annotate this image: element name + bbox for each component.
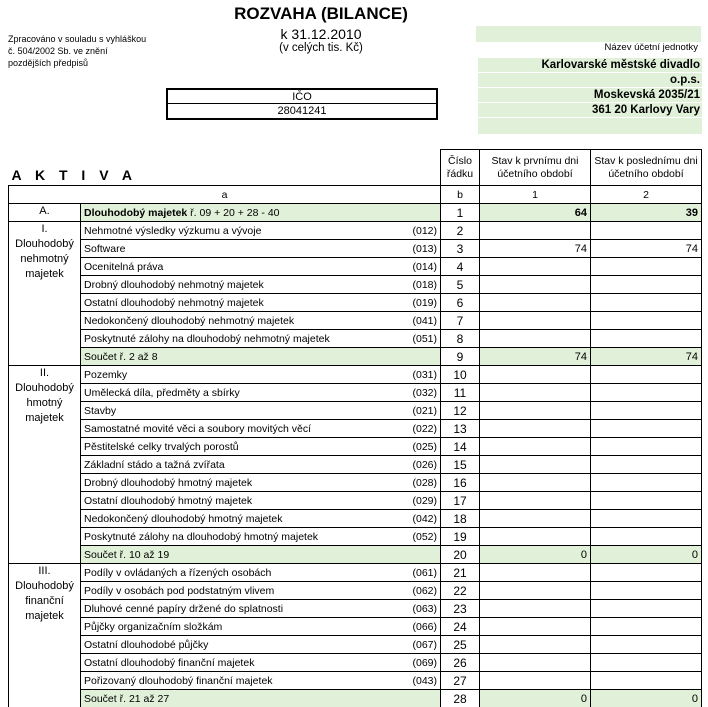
account-code: (052)	[412, 530, 437, 543]
row-line-number: 11	[441, 384, 480, 402]
value-first-day	[480, 294, 591, 312]
row-label-cell	[81, 456, 441, 474]
value-first-day	[480, 222, 591, 240]
row-label-cell	[81, 204, 441, 222]
section-II	[9, 366, 81, 564]
row-label-cell	[81, 402, 441, 420]
value-first-day	[480, 600, 591, 618]
legal-note-line: č. 504/2002 Sb. ve znění	[8, 46, 108, 56]
balance-date: k 31.12.2010	[166, 26, 476, 42]
account-code: (069)	[412, 656, 437, 669]
row-line-number: 4	[441, 258, 480, 276]
value-first-day	[480, 456, 591, 474]
account-code: (063)	[412, 602, 437, 615]
value-last-day	[591, 222, 702, 240]
table-row	[9, 294, 702, 312]
table-row	[9, 204, 702, 222]
table-row	[9, 456, 702, 474]
value-first-day	[480, 474, 591, 492]
value-last-day	[591, 582, 702, 600]
row-label-cell	[81, 276, 441, 294]
table-row	[9, 564, 702, 582]
table-row	[9, 384, 702, 402]
value-last-day	[591, 294, 702, 312]
value-last-day	[591, 438, 702, 456]
value-last-day	[591, 564, 702, 582]
row-label: Součet ř. 2 až 8	[84, 350, 158, 363]
value-last-day	[591, 492, 702, 510]
row-label: Drobný dlouhodobý hmotný majetek	[84, 476, 253, 489]
row-label-cell	[81, 222, 441, 240]
value-last-day	[591, 258, 702, 276]
value-first-day	[480, 582, 591, 600]
row-label: Poskytnuté zálohy na dlouhodobý hmotný majetek	[84, 530, 319, 543]
row-label-cell	[81, 672, 441, 690]
table-row	[9, 672, 702, 690]
value-last-day	[591, 654, 702, 672]
value-last-day: 74	[591, 348, 702, 366]
row-line-number: 3	[441, 240, 480, 258]
table-row	[9, 474, 702, 492]
balance-table	[8, 149, 702, 707]
row-label: Ostatní dlouhodobé půjčky	[84, 638, 209, 651]
col-index-2: 2	[591, 186, 702, 204]
aktiva-heading: A K T I V A	[9, 150, 441, 186]
row-label: Součet ř. 10 až 19	[84, 548, 170, 561]
row-line-number: 6	[441, 294, 480, 312]
account-code: (051)	[412, 332, 437, 345]
value-first-day	[480, 564, 591, 582]
table-row	[9, 636, 702, 654]
value-first-day	[480, 384, 591, 402]
ico-box	[166, 88, 438, 120]
row-label: Stavby	[84, 404, 117, 417]
value-last-day	[591, 402, 702, 420]
table-index-row	[9, 186, 702, 204]
account-code: (029)	[412, 494, 437, 507]
value-last-day	[591, 618, 702, 636]
section-A	[9, 204, 81, 222]
account-code: (061)	[412, 566, 437, 579]
value-last-day	[591, 330, 702, 348]
row-label-cell	[81, 420, 441, 438]
row-line-number: 7	[441, 312, 480, 330]
row-label: Umělecká díla, předměty a sbírky	[84, 386, 240, 399]
row-label-cell	[81, 636, 441, 654]
col-header-line-number: Číslo řádku	[441, 150, 480, 186]
row-label: Součet ř. 21 až 27	[84, 692, 170, 705]
value-last-day	[591, 420, 702, 438]
row-label-cell	[81, 564, 441, 582]
value-last-day	[591, 384, 702, 402]
value-last-day	[591, 672, 702, 690]
row-label: Podíly v ovládaných a řízených osobách	[84, 566, 272, 579]
table-row	[9, 618, 702, 636]
account-code: (032)	[412, 386, 437, 399]
value-last-day: 0	[591, 546, 702, 564]
account-code: (014)	[412, 260, 437, 273]
row-label-cell	[81, 258, 441, 276]
row-label: Ocenitelná práva	[84, 260, 164, 273]
table-row	[9, 258, 702, 276]
value-first-day	[480, 510, 591, 528]
row-line-number: 5	[441, 276, 480, 294]
row-label: Podíly v osobách pod podstatným vlivem	[84, 584, 275, 597]
value-first-day: 74	[480, 240, 591, 258]
value-first-day: 0	[480, 690, 591, 707]
row-line-number: 28	[441, 690, 480, 707]
table-row	[9, 348, 702, 366]
row-label-cell	[81, 366, 441, 384]
org-name-block	[478, 58, 702, 134]
value-first-day	[480, 402, 591, 420]
value-last-day	[591, 312, 702, 330]
value-last-day: 74	[591, 240, 702, 258]
row-label-cell	[81, 546, 441, 564]
account-code: (031)	[412, 368, 437, 381]
account-code: (018)	[412, 278, 437, 291]
account-code: (028)	[412, 476, 437, 489]
row-label-cell	[81, 492, 441, 510]
row-label-cell	[81, 690, 441, 707]
section-I	[9, 222, 81, 366]
row-label-cell	[81, 330, 441, 348]
value-last-day	[591, 636, 702, 654]
value-first-day	[480, 528, 591, 546]
row-label: Drobný dlouhodobý nehmotný majetek	[84, 278, 264, 291]
row-line-number: 22	[441, 582, 480, 600]
row-line-number: 19	[441, 528, 480, 546]
table-row	[9, 546, 702, 564]
table-row	[9, 528, 702, 546]
account-code: (026)	[412, 458, 437, 471]
value-first-day	[480, 366, 591, 384]
org-line: o.p.s.	[478, 73, 702, 88]
table-row	[9, 240, 702, 258]
row-line-number: 16	[441, 474, 480, 492]
legal-note-line: pozdějších předpisů	[8, 58, 89, 68]
value-first-day	[480, 420, 591, 438]
row-label: Software	[84, 242, 126, 255]
table-row	[9, 276, 702, 294]
value-first-day	[480, 618, 591, 636]
row-line-number: 1	[441, 204, 480, 222]
row-line-number: 10	[441, 366, 480, 384]
legal-note-line: Zpracováno v souladu s vyhláškou	[8, 34, 147, 44]
row-label: Ostatní dlouhodobý finanční majetek	[84, 656, 255, 669]
value-first-day	[480, 636, 591, 654]
account-code: (042)	[412, 512, 437, 525]
table-row	[9, 222, 702, 240]
value-last-day	[591, 510, 702, 528]
row-label: Ostatní dlouhodobý hmotný majetek	[84, 494, 253, 507]
row-label-cell	[81, 474, 441, 492]
org-line: Karlovarské městské divadlo	[478, 58, 702, 73]
row-label-cell	[81, 582, 441, 600]
value-last-day	[591, 456, 702, 474]
value-first-day: 64	[480, 204, 591, 222]
row-line-number: 20	[441, 546, 480, 564]
account-code: (013)	[412, 242, 437, 255]
row-line-number: 21	[441, 564, 480, 582]
account-code: (022)	[412, 422, 437, 435]
row-label: Pořizovaný dlouhodobý finanční majetek	[84, 674, 273, 687]
value-last-day	[591, 366, 702, 384]
row-label: Samostatné movité věci a soubory movitých věcí	[84, 422, 312, 435]
row-line-number: 27	[441, 672, 480, 690]
value-last-day	[591, 474, 702, 492]
value-first-day	[480, 258, 591, 276]
section-number: III.	[38, 565, 51, 577]
value-last-day	[591, 276, 702, 294]
table-row	[9, 654, 702, 672]
table-row	[9, 492, 702, 510]
row-label-cell	[81, 240, 441, 258]
row-label-cell	[81, 510, 441, 528]
row-line-number: 12	[441, 402, 480, 420]
table-header-row	[9, 150, 702, 186]
ico-value: 28041241	[277, 105, 327, 117]
col-index-a: a	[9, 186, 441, 204]
section-name: Dlouhodobý nehmotný majetek	[15, 238, 74, 280]
row-label: Půjčky organizačním složkám	[84, 620, 223, 633]
row-line-number: 23	[441, 600, 480, 618]
value-first-day	[480, 654, 591, 672]
legal-note	[8, 33, 168, 69]
value-first-day: 74	[480, 348, 591, 366]
col-index-b: b	[441, 186, 480, 204]
col-header-last-day: Stav k poslednímu dni účetního období	[591, 150, 702, 186]
row-line-number: 2	[441, 222, 480, 240]
table-row	[9, 438, 702, 456]
account-code: (041)	[412, 314, 437, 327]
value-first-day	[480, 672, 591, 690]
value-last-day: 0	[591, 690, 702, 707]
row-label: Dluhové cenné papíry držené do splatnosti	[84, 602, 284, 615]
section-number: A.	[39, 205, 50, 217]
row-label-cell	[81, 528, 441, 546]
row-label: Nehmotné výsledky výzkumu a vývoje	[84, 224, 262, 237]
row-label-cell	[81, 384, 441, 402]
table-row	[9, 312, 702, 330]
col-index-1: 1	[480, 186, 591, 204]
value-last-day: 39	[591, 204, 702, 222]
row-line-number: 8	[441, 330, 480, 348]
row-label: Ostatní dlouhodobý nehmotný majetek	[84, 296, 264, 309]
row-label: Poskytnuté zálohy na dlouhodobý nehmotný majetek	[84, 332, 330, 345]
value-first-day: 0	[480, 546, 591, 564]
table-row	[9, 420, 702, 438]
table-row	[9, 600, 702, 618]
row-label-bold: Dlouhodobý majetek	[84, 206, 188, 219]
account-code: (066)	[412, 620, 437, 633]
table-row	[9, 582, 702, 600]
row-line-number: 25	[441, 636, 480, 654]
value-first-day	[480, 492, 591, 510]
org-line: 361 20 Karlovy Vary	[478, 103, 702, 118]
row-label-cell	[81, 348, 441, 366]
row-label-cell	[81, 654, 441, 672]
account-code: (043)	[412, 674, 437, 687]
col-header-first-day: Stav k prvnímu dni účetního období	[480, 150, 591, 186]
row-label: Nedokončený dlouhodobý hmotný majetek	[84, 512, 283, 525]
row-line-number: 26	[441, 654, 480, 672]
row-label: Nedokončený dlouhodobý nehmotný majetek	[84, 314, 295, 327]
section-name: Dlouhodobý hmotný majetek	[15, 382, 74, 424]
row-line-number: 24	[441, 618, 480, 636]
table-row	[9, 330, 702, 348]
account-code: (012)	[412, 224, 437, 237]
value-first-day	[480, 438, 591, 456]
row-label-cell	[81, 600, 441, 618]
ico-label: IČO	[168, 90, 436, 104]
row-label: Pozemky	[84, 368, 128, 381]
account-code: (025)	[412, 440, 437, 453]
row-line-number: 13	[441, 420, 480, 438]
row-line-number: 15	[441, 456, 480, 474]
table-row	[9, 690, 702, 707]
row-line-number: 9	[441, 348, 480, 366]
account-code: (067)	[412, 638, 437, 651]
row-label-cell	[81, 618, 441, 636]
org-line: Moskevská 2035/21	[478, 88, 702, 103]
row-label: Pěstitelské celky trvalých porostů	[84, 440, 239, 453]
value-last-day	[591, 600, 702, 618]
org-label: Název účetní jednotky	[604, 42, 698, 53]
row-label: ř. 09 + 20 + 28 - 40	[187, 206, 280, 219]
row-line-number: 17	[441, 492, 480, 510]
units-note: (v celých tis. Kč)	[279, 42, 363, 54]
value-first-day	[480, 330, 591, 348]
row-label-cell	[81, 312, 441, 330]
table-row	[9, 402, 702, 420]
row-line-number: 14	[441, 438, 480, 456]
account-code: (021)	[412, 404, 437, 417]
section-number: II.	[39, 367, 50, 379]
section-name: Dlouhodobý finanční majetek	[15, 580, 74, 622]
account-code: (019)	[412, 296, 437, 309]
document-title: ROZVAHA (BILANCE)	[234, 4, 408, 23]
row-label-cell	[81, 294, 441, 312]
section-III	[9, 564, 81, 707]
table-row	[9, 366, 702, 384]
value-first-day	[480, 276, 591, 294]
row-line-number: 18	[441, 510, 480, 528]
section-number: I.	[41, 223, 48, 235]
value-first-day	[480, 312, 591, 330]
table-row	[9, 510, 702, 528]
row-label: Základní stádo a tažná zvířata	[84, 458, 225, 471]
row-label-cell	[81, 438, 441, 456]
value-last-day	[591, 528, 702, 546]
account-code: (062)	[412, 584, 437, 597]
